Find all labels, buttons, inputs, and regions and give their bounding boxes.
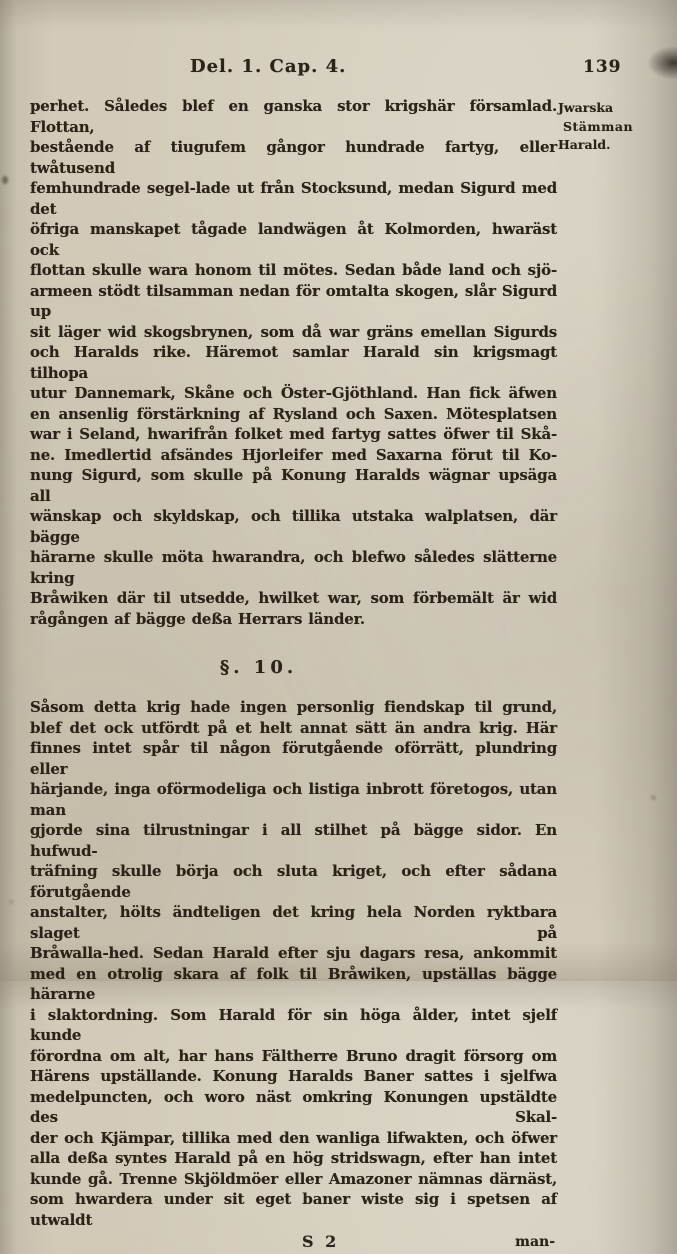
text-line: medelpuncten, och woro näst omkring Konungen upstäldte des Skal- (30, 1087, 557, 1126)
text-line: nung Sigurd, som skulle på Konung Haralds wägnar upsäga all (30, 466, 557, 505)
text-line: Härens upställande. Konung Haralds Baner sattes i sjelfwa (30, 1067, 557, 1085)
page-number: 139 (583, 57, 622, 77)
text-line: och Haralds rike. Häremot samlar Harald sin krigsmagt tilhopa (30, 343, 557, 382)
text-line: Såsom detta krig hade ingen personlig fiendskap til grund, (30, 698, 557, 716)
text-line: med en otrolig skara af folk til Bråwiken, upställas bägge härarne (30, 964, 557, 1003)
text-line: förordna om alt, har hans Fältherre Bruno dragit försorg om (30, 1046, 557, 1065)
text-line: wänskap och skyldskap, och tillika utstaka walplatsen, där bägge (30, 507, 557, 546)
scan-edge-smudge (647, 46, 677, 80)
text-line: perhet. Således blef en ganska stor krigshär församlad. Flottan, (30, 97, 557, 136)
margin-note-line: Harald. (558, 137, 611, 152)
text-line: war i Seland, hwarifrån folket med fartyg sattes öfwer til Skå- (30, 425, 557, 443)
paper-speck (9, 900, 13, 904)
text-line: gjorde sina tilrustningar i all stilhet på bägge sidor. En hufwud- (30, 821, 557, 860)
text-line: femhundrade segel-lade ut från Stocksund, medan Sigurd med det (30, 179, 557, 218)
text-line: anstalter, hölts ändteligen det kring hela Norden ryktbara slaget på (30, 903, 557, 942)
text-line: blef det ock utfördt på et helt annat sätt än andra krig. Här (30, 718, 557, 737)
text-line: flottan skulle wara honom til mötes. Sedan både land och sjö- (30, 261, 557, 279)
paragraph-2 (30, 697, 557, 1230)
paper-speck (2, 176, 8, 184)
text-line: härjande, inga oförmodeliga och listiga inbrott företogos, utan man (30, 780, 557, 819)
text-line: der och Kjämpar, tillika med den wanliga lifwakten, och öfwer (30, 1128, 557, 1147)
page-footer (30, 1232, 557, 1254)
section-heading: §. 10. (219, 657, 298, 678)
paper-speck (651, 795, 656, 800)
text-line: rågången af bägge deßa Herrars länder. (30, 609, 365, 628)
text-line: i slaktordning. Som Harald för sin höga ålder, intet sjelf kunde (30, 1005, 557, 1044)
text-line: träfning skulle börja och sluta kriget, och efter sådana förutgående (30, 862, 557, 901)
text-line: kunde gå. Trenne Skjöldmöer eller Amazoner nämnas därnäst, (30, 1169, 557, 1188)
text-column (30, 96, 557, 1254)
text-line: sit läger wid skogsbrynen, som då war gräns emellan Sigurds (30, 322, 557, 341)
text-line: armeen stödt tilsamman nedan för omtalta skogen, slår Sigurd up (30, 281, 557, 320)
text-line: utur Dannemark, Skåne och Öster-Gjöthland. Han fick äfwen (30, 384, 557, 402)
paragraph-1 (30, 96, 557, 629)
chapter-title: Del. 1. Cap. 4. (190, 56, 347, 77)
text-line: som hwardera under sit eget baner wiste sig i spetsen af utwaldt (30, 1190, 557, 1229)
margin-note (558, 99, 663, 155)
text-line: bestående af tiugufem gångor hundrade fartyg, eller twåtusend (30, 138, 557, 177)
text-line: härarne skulle möta hwarandra, och blefwo således slätterne kring (30, 548, 557, 587)
text-line: Bråwiken där til utsedde, hwilket war, som förbemält är wid (30, 589, 557, 607)
catchword: man- (515, 1234, 555, 1250)
margin-note-line: Jwarska (558, 100, 614, 115)
text-line: alla deßa syntes Harald på en hög stridswagn, efter han intet (30, 1149, 557, 1167)
running-header (30, 56, 626, 80)
text-line: finnes intet spår til någon förutgående oförrätt, plundring eller (30, 739, 557, 778)
text-line: öfriga manskapet tågade landwägen åt Kolmorden, hwaräst ock (30, 220, 557, 259)
margin-note-line: Stämman (563, 118, 634, 134)
text-line: Bråwalla-hed. Sedan Harald efter sju dagars resa, ankommit (30, 944, 557, 962)
text-line: en ansenlig förstärkning af Rysland och Saxen. Mötesplatsen (30, 404, 557, 423)
text-line: ne. Imedlertid afsändes Hjorleifer med Saxarna förut til Ko- (30, 445, 557, 464)
signature-mark: S 2 (302, 1232, 340, 1251)
